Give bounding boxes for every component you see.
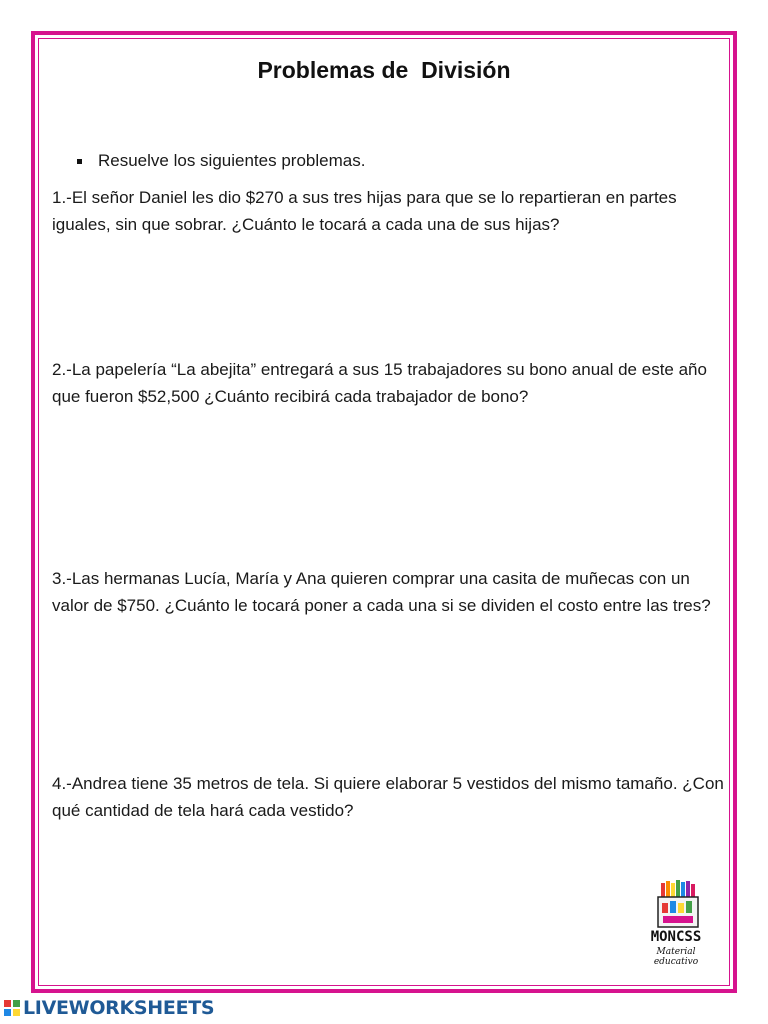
footer-brand-text: LIVEWORKSHEETS: [23, 997, 215, 1019]
crayon-box-icon: [635, 879, 717, 931]
worksheet-inner-border: [38, 38, 730, 986]
problem-4: 4.-Andrea tiene 35 metros de tela. Si quiere elaborar 5 vestidos del mismo tamaño. ¿Con qué cantidad de tela hará cada vestido?: [52, 774, 724, 820]
problem-3: 3.-Las hermanas Lucía, María y Ana quieren comprar una casita de muñecas con un valor de $750. ¿Cuánto le tocará poner a cada una si se dividen el costo entre las tres?: [52, 569, 711, 615]
problem-2: 2.-La papelería “La abejita” entregará a sus 15 trabajadores su bono anual de este año que fueron $52,500 ¿Cuánto recibirá cada trabajador de bono?: [52, 360, 707, 406]
instruction-text: Resuelve los siguientes problemas.: [98, 151, 366, 170]
instruction-item: [77, 151, 365, 171]
problem-1: 1.-El señor Daniel les dio $270 a sus tres hijas para que se lo repartieran en partes iguales, sin que sobrar. ¿Cuánto le tocará a cada una de sus hijas?: [52, 188, 677, 234]
moncss-logo: [635, 879, 717, 971]
liveworksheets-logo-icon: [4, 1000, 20, 1016]
page-title: Problemas de División: [257, 57, 511, 83]
bullet-icon: [77, 159, 82, 164]
worksheet-frame: [31, 31, 737, 993]
footer-branding[interactable]: [4, 994, 214, 1022]
logo-title: MONCSS: [650, 929, 702, 945]
logo-tagline: Material educativo: [653, 947, 699, 967]
